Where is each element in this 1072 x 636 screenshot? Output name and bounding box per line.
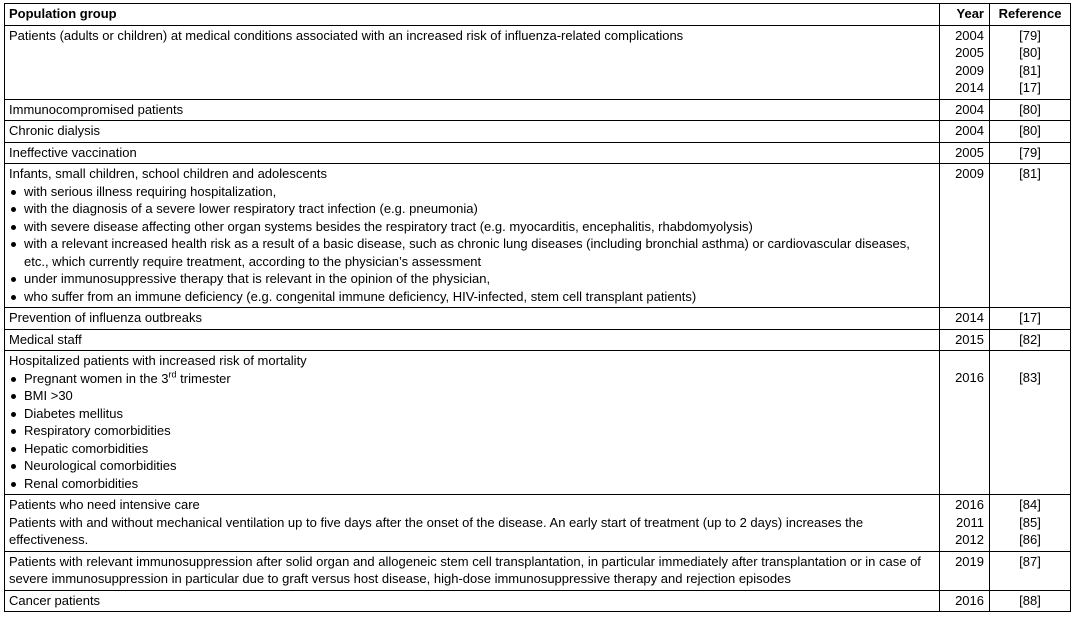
list-item <box>9 370 935 388</box>
year-cell: 2016 <box>940 590 990 612</box>
list-item: Respiratory comorbidities <box>9 422 935 440</box>
table-row <box>5 551 1071 590</box>
list-item: BMI >30 <box>9 387 935 405</box>
list-item: with serious illness requiring hospitalization, <box>9 183 935 201</box>
table-row <box>5 351 1071 495</box>
year-cell: 2014 <box>940 308 990 330</box>
list-item: with a relevant increased health risk as a result of a basic disease, such as chronic lung diseases (including bronchial asthma) or cardiovascular diseases, etc., which currently require treatment, according to the physician’s assessment <box>9 235 935 270</box>
reference-link[interactable]: [82] <box>1019 331 1041 347</box>
population-cell: Patients (adults or children) at medical conditions associated with an increased risk of influenza-related complications <box>5 25 940 99</box>
year-value: 2005 <box>955 45 984 60</box>
table-row <box>5 495 1071 552</box>
reference-link[interactable]: [81] <box>1019 62 1041 78</box>
reference-cell <box>990 121 1071 143</box>
list-item: with severe disease affecting other organ systems besides the respiratory tract (e.g. myocarditis, encephalitis, rhabdomyolysis) <box>9 218 935 236</box>
reference-cell <box>990 25 1071 99</box>
population-cell: Ineffective vaccination <box>5 142 940 164</box>
reference-link[interactable]: [86] <box>1019 532 1041 547</box>
population-cell: Immunocompromised patients <box>5 99 940 121</box>
reference-link[interactable]: [80] <box>1019 101 1041 117</box>
table-row <box>5 308 1071 330</box>
year-cell: 2004 <box>940 99 990 121</box>
table-header-row <box>5 4 1071 26</box>
year-value: 2012 <box>955 532 984 547</box>
bullet-list <box>9 183 935 306</box>
reference-cell <box>990 495 1071 552</box>
year-cell <box>940 351 990 495</box>
year-value: 2011 <box>956 514 984 530</box>
reference-link[interactable]: [17] <box>1019 80 1041 95</box>
population-cell: Cancer patients <box>5 590 940 612</box>
list-item-text: trimester <box>176 370 231 386</box>
table-row <box>5 142 1071 164</box>
reference-link[interactable]: [80] <box>1019 45 1041 60</box>
ordinal-suffix: rd <box>168 369 177 380</box>
header-population-group: Population group <box>5 4 940 26</box>
header-year: Year <box>940 4 990 26</box>
reference-cell <box>990 590 1071 612</box>
reference-cell <box>990 351 1071 495</box>
bullet-list <box>9 370 935 493</box>
reference-cell <box>990 164 1071 308</box>
population-cell: Chronic dialysis <box>5 121 940 143</box>
table-row <box>5 329 1071 351</box>
reference-link[interactable]: [88] <box>1019 592 1041 608</box>
reference-link[interactable]: [85] <box>1019 514 1041 530</box>
reference-link[interactable]: [87] <box>1019 553 1041 569</box>
year-cell: 2019 <box>940 551 990 590</box>
list-item: Diabetes mellitus <box>9 405 935 423</box>
year-cell <box>940 25 990 99</box>
reference-link[interactable]: [79] <box>1019 144 1041 160</box>
reference-cell <box>990 551 1071 590</box>
list-item: under immunosuppressive therapy that is relevant in the opinion of the physician, <box>9 270 935 288</box>
reference-link[interactable]: [79] <box>1019 27 1041 43</box>
reference-link[interactable]: [81] <box>1019 166 1041 181</box>
reference-cell <box>990 308 1071 330</box>
reference-cell <box>990 99 1071 121</box>
population-table <box>4 3 1071 612</box>
year-value: 2014 <box>955 80 984 95</box>
year-value: 2009 <box>955 62 984 78</box>
table-row <box>5 99 1071 121</box>
reference-link[interactable]: [84] <box>1019 497 1041 512</box>
list-item: who suffer from an immune deficiency (e.g. congenital immune deficiency, HIV-infected, stem cell transplant patients) <box>9 288 935 306</box>
reference-link[interactable]: [83] <box>1019 370 1041 385</box>
year-cell: 2015 <box>940 329 990 351</box>
population-heading: Patients who need intensive care <box>9 497 200 512</box>
list-item: with the diagnosis of a severe lower respiratory tract infection (e.g. pneumonia) <box>9 200 935 218</box>
year-value: 2016 <box>955 497 984 512</box>
table-row <box>5 25 1071 99</box>
list-item: Neurological comorbidities <box>9 457 935 475</box>
population-heading: Hospitalized patients with increased risk of mortality <box>9 353 307 368</box>
reference-cell <box>990 142 1071 164</box>
list-item-text: Pregnant women in the 3 <box>24 370 169 386</box>
population-cell <box>5 164 940 308</box>
reference-cell <box>990 329 1071 351</box>
population-cell: Patients with relevant immunosuppression after solid organ and allogeneic stem cell transplantation, in particular immediately after transplantation or in case of severe immunosuppression in particular due to graft versus host disease, high-dose immunosuppressive therapy and rejection episodes <box>5 551 940 590</box>
table-row <box>5 590 1071 612</box>
population-cell <box>5 351 940 495</box>
population-cell: Medical staff <box>5 329 940 351</box>
year-cell: 2004 <box>940 121 990 143</box>
population-cell <box>5 495 940 552</box>
year-value: 2004 <box>955 27 984 43</box>
table-row <box>5 121 1071 143</box>
reference-link[interactable]: [80] <box>1019 123 1041 138</box>
list-item: Renal comorbidities <box>9 475 935 493</box>
population-detail: Patients with and without mechanical ventilation up to five days after the onset of the disease. An early start of treatment (up to 2 days) increases the effectiveness. <box>9 514 864 547</box>
year-cell: 2005 <box>940 142 990 164</box>
year-cell: 2009 <box>940 164 990 308</box>
table-row <box>5 164 1071 308</box>
header-reference: Reference <box>990 4 1071 26</box>
reference-link[interactable]: [17] <box>1019 310 1041 325</box>
population-cell: Prevention of influenza outbreaks <box>5 308 940 330</box>
year-cell <box>940 495 990 552</box>
list-item: Hepatic comorbidities <box>9 440 935 458</box>
year-value: 2016 <box>955 370 984 385</box>
population-heading: Infants, small children, school children and adolescents <box>9 166 327 181</box>
